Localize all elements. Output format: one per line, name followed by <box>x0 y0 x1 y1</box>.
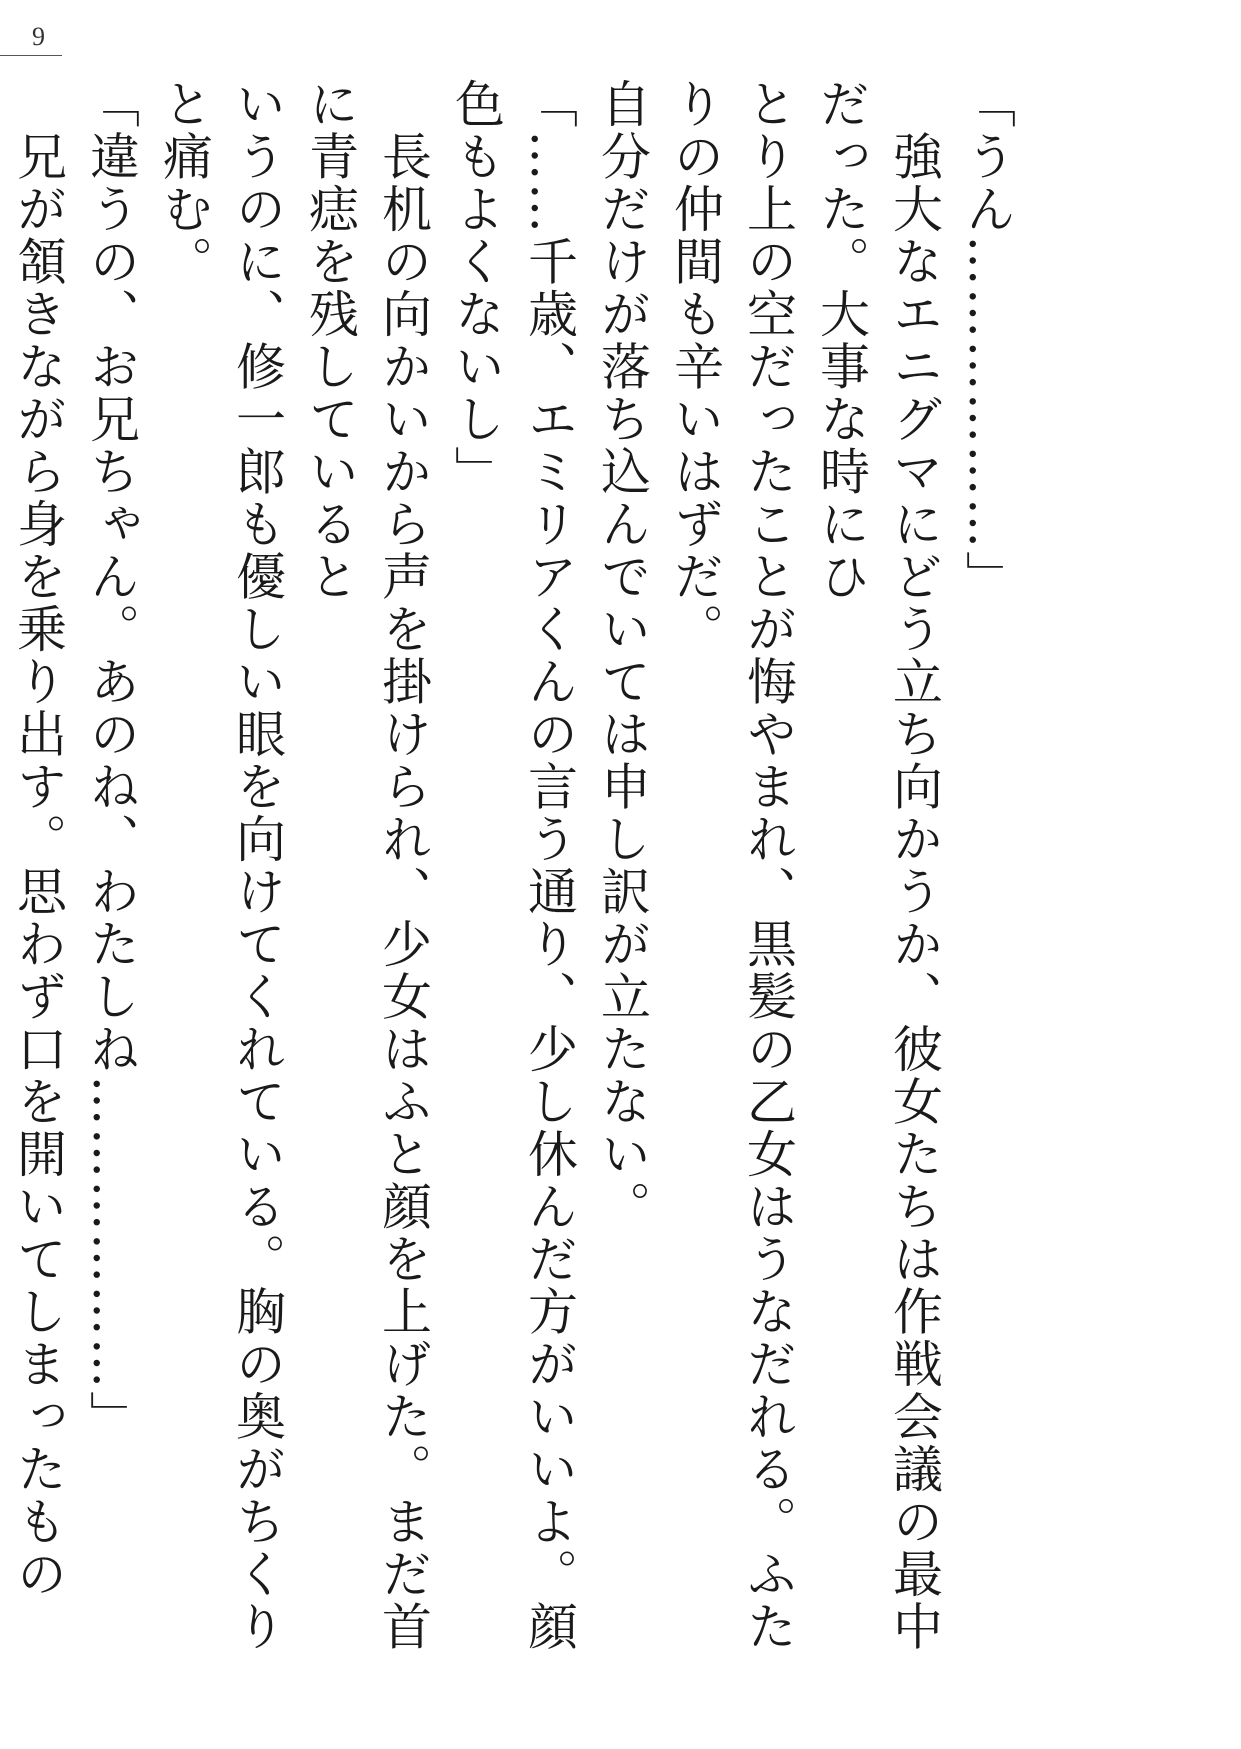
body-text <box>9 78 1023 1688</box>
text-line: とり上の空だったことが悔やまれ、黒髪の乙女はうなだれる。ふたりの仲間も辛いはずだ。 <box>666 78 797 1653</box>
page-number-rule <box>0 55 62 56</box>
text-line: 兄が頷きながら身を乗り出す。思わず口を開いてしまったもの <box>9 130 67 1601</box>
text-line: 強大なエニグマにどう立ち向かうか、彼女たちは作戦会議の最中だった。大事な時にひ <box>812 78 943 1653</box>
text-line: 「違うの、お兄ちゃん。あのね、わたしね………………」 <box>82 78 140 1443</box>
page-number: 9 <box>32 22 45 51</box>
text-line: いうのに、修一郎も優しい眼を向けてくれている。胸の奥がちくりと痛む。 <box>155 78 286 1653</box>
text-line: 自分だけが落ち込んでいては申し訳が立たない。 <box>593 78 651 1233</box>
text-line: 長机の向かいから声を掛けられ、少女はふと顔を上げた。まだ首に青痣を残していると <box>301 78 432 1653</box>
text-line: 「うん………………」 <box>958 78 1016 603</box>
text-line: 「……千歳、エミリアくんの言う通り、少し休んだ方がいいよ。顔色もよくないし」 <box>447 78 578 1653</box>
